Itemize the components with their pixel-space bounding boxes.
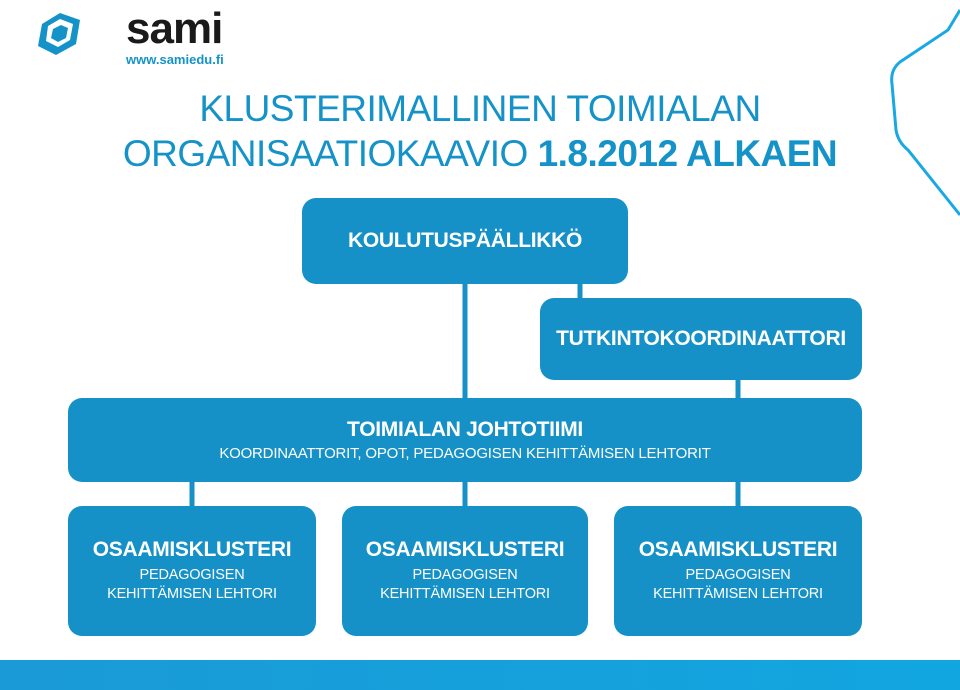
box-osaamisklusteri-2 [342, 506, 588, 636]
box-line-2: KEHITTÄMISEN LEHTORI [380, 586, 550, 602]
box-title: OSAAMISKLUSTERI [638, 538, 838, 561]
box-toimialan-johtotiimi [68, 398, 862, 482]
diagram-title-line-1: KLUSTERIMALLINEN TOIMIALAN [199, 88, 761, 129]
box-label: TUTKINTOKOORDINAATTORI [556, 327, 846, 350]
box-line-2: KEHITTÄMISEN LEHTORI [653, 586, 823, 602]
box-subtitle: KOORDINAATTORIT, OPOT, PEDAGOGISEN KEHITTÄMISEN LEHTORIT [219, 444, 711, 462]
box-label: KOULUTUSPÄÄLLIKKÖ [347, 229, 583, 252]
box-line-1: PEDAGOGISEN [139, 567, 245, 583]
logo-url: www.samiedu.fi [126, 52, 224, 67]
box-line-1: PEDAGOGISEN [685, 567, 791, 583]
title-regular-part: ORGANISAATIOKAAVIO [122, 133, 538, 174]
box-line-1: PEDAGOGISEN [412, 567, 518, 583]
box-title: TOIMIALAN JOHTOTIIMI [347, 417, 583, 441]
logo-wordmark: sami [126, 4, 223, 53]
box-line-2: KEHITTÄMISEN LEHTORI [107, 586, 277, 602]
title-date-part: 1.8.2012 ALKAEN [537, 133, 838, 174]
box-title: OSAAMISKLUSTERI [92, 538, 292, 561]
box-tutkintokoordinaattori [540, 298, 862, 380]
box-osaamisklusteri-3 [614, 506, 862, 636]
box-koulutuspaallikko [302, 198, 628, 284]
box-osaamisklusteri-1 [68, 506, 316, 636]
box-title: OSAAMISKLUSTERI [365, 538, 565, 561]
bottom-band [0, 660, 960, 690]
